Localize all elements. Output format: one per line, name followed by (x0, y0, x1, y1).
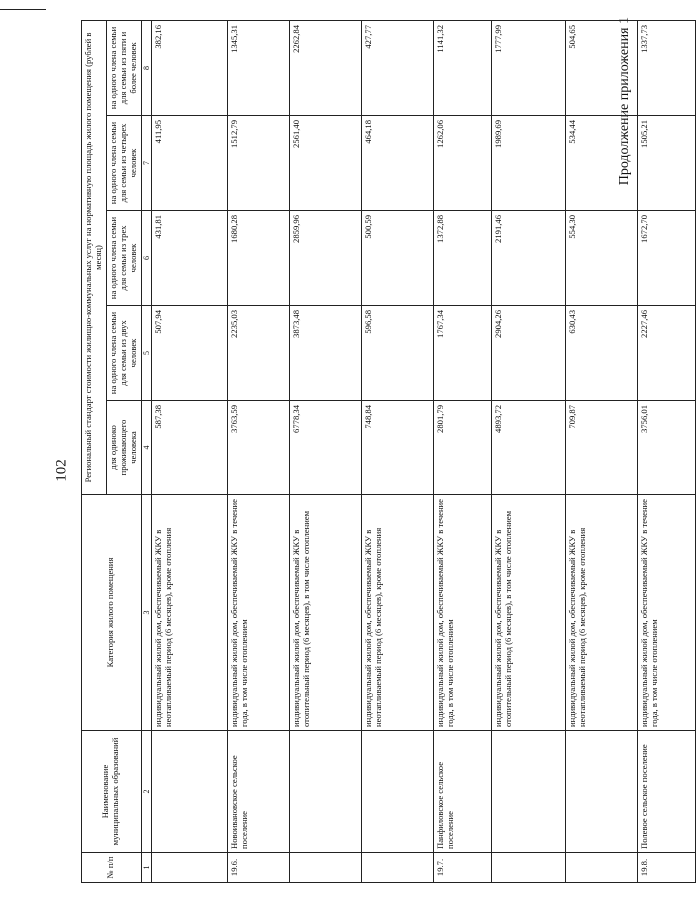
header-family-three: на одного члена семьи для семьи из трех человек (106, 211, 141, 306)
row-category: индивидуальный жилой дом, обеспечиваемый ЖКУ в течение года, в том числе отоплением (638, 495, 696, 731)
value-single: 748,84 (362, 401, 434, 495)
header-category: Категория жилого помещения (82, 495, 142, 731)
row-number: 19.6. (228, 853, 290, 883)
value-two: 2235,03 (228, 306, 290, 401)
value-single: 2801,79 (434, 401, 492, 495)
row-municipality (492, 731, 566, 853)
table-row (566, 20, 638, 882)
value-five: 2262,84 (290, 20, 362, 115)
value-single: 4893,72 (492, 401, 566, 495)
row-number (290, 853, 362, 883)
row-number (362, 853, 434, 883)
value-three: 2859,96 (290, 211, 362, 306)
value-two: 630,43 (566, 306, 638, 401)
value-three: 500,59 (362, 211, 434, 306)
value-two: 596,58 (362, 306, 434, 401)
row-municipality (290, 731, 362, 853)
header-number: № п/п (82, 853, 142, 883)
column-number: 8 (141, 20, 151, 115)
header-family-five-plus: на одного члена семьи для семьи из пяти и более человек (106, 20, 141, 115)
table-row (638, 20, 696, 882)
value-four: 534,44 (566, 116, 638, 211)
value-five: 427,77 (362, 20, 434, 115)
housing-cost-standard-table (81, 20, 696, 883)
column-number: 1 (141, 853, 151, 883)
row-municipality: Полевое сельское поселение (638, 731, 696, 853)
row-municipality (362, 731, 434, 853)
row-category: индивидуальный жилой дом, обеспечиваемый ЖКУ в неотапливаемый период (6 месяцев), кроме отопления (152, 495, 228, 731)
value-three: 554,30 (566, 211, 638, 306)
value-single: 3756,01 (638, 401, 696, 495)
value-two: 1767,34 (434, 306, 492, 401)
row-category: индивидуальный жилой дом, обеспечиваемый ЖКУ в отопительный период (6 месяцев), в том числе отоплением (290, 495, 362, 731)
value-four: 1505,21 (638, 116, 696, 211)
row-number (492, 853, 566, 883)
value-four: 411,95 (152, 116, 228, 211)
column-number: 2 (141, 731, 151, 853)
value-three: 2191,46 (492, 211, 566, 306)
row-category: индивидуальный жилой дом, обеспечиваемый ЖКУ в неотапливаемый период (6 месяцев), кроме отопления (566, 495, 638, 731)
value-five: 1141,32 (434, 20, 492, 115)
row-municipality (566, 731, 638, 853)
header-municipality: Наименование муниципальных образований (82, 731, 142, 853)
column-number: 5 (141, 306, 151, 401)
value-four: 1989,69 (492, 116, 566, 211)
column-number: 6 (141, 211, 151, 306)
value-three: 1672,70 (638, 211, 696, 306)
header-standard-group: Региональный стандарт стоимости жилищно-коммунальных услуг на нормативную площадь жилого помещения (рублей в месяц) (82, 20, 107, 494)
value-four: 1512,79 (228, 116, 290, 211)
header-single-person: для одиноко проживающего человека (106, 401, 141, 495)
row-number: 19.8. (638, 853, 696, 883)
value-five: 504,65 (566, 20, 638, 115)
table-row (290, 20, 362, 882)
value-three: 431,81 (152, 211, 228, 306)
value-two: 3873,48 (290, 306, 362, 401)
table-row (152, 20, 228, 882)
value-four: 1262,06 (434, 116, 492, 211)
row-number (566, 853, 638, 883)
value-five: 1345,31 (228, 20, 290, 115)
row-category: индивидуальный жилой дом, обеспечиваемый ЖКУ в неотапливаемый период (6 месяцев), кроме отопления (362, 495, 434, 731)
value-single: 709,87 (566, 401, 638, 495)
row-municipality: Новоивановское сельское поселение (228, 731, 290, 853)
value-single: 6778,34 (290, 401, 362, 495)
row-municipality: Панфиловское сельское поселение (434, 731, 492, 853)
column-number-row (141, 20, 151, 882)
value-three: 1372,88 (434, 211, 492, 306)
row-number (152, 853, 228, 883)
value-two: 2904,26 (492, 306, 566, 401)
value-two: 507,94 (152, 306, 228, 401)
value-five: 382,16 (152, 20, 228, 115)
header-family-four: на одного члена семьи для семьи из четырех человек (106, 116, 141, 211)
header-family-two: на одного члена семьи для семьи из двух человек (106, 306, 141, 401)
row-number: 19.7. (434, 853, 492, 883)
row-category: индивидуальный жилой дом, обеспечиваемый ЖКУ в течение года, в том числе отоплением (434, 495, 492, 731)
value-two: 2227,46 (638, 306, 696, 401)
value-single: 587,38 (152, 401, 228, 495)
column-number: 4 (141, 401, 151, 495)
row-category: индивидуальный жилой дом, обеспечиваемый ЖКУ в течение года, в том числе отоплением (228, 495, 290, 731)
table-row (228, 20, 290, 882)
column-number: 3 (141, 495, 151, 731)
row-municipality (152, 731, 228, 853)
value-five: 1777,99 (492, 20, 566, 115)
table-row (492, 20, 566, 882)
row-category: индивидуальный жилой дом, обеспечиваемый ЖКУ в отопительный период (6 месяцев), в том числе отоплением (492, 495, 566, 731)
table-row (362, 20, 434, 882)
continuation-title: Продолжение приложения 1 (617, 17, 632, 186)
column-number: 7 (141, 116, 151, 211)
value-three: 1680,28 (228, 211, 290, 306)
value-single: 3763,59 (228, 401, 290, 495)
value-four: 2561,40 (290, 116, 362, 211)
value-five: 1337,73 (638, 20, 696, 115)
value-four: 464,18 (362, 116, 434, 211)
table-row (434, 20, 492, 882)
page-number: 102 (53, 459, 70, 482)
